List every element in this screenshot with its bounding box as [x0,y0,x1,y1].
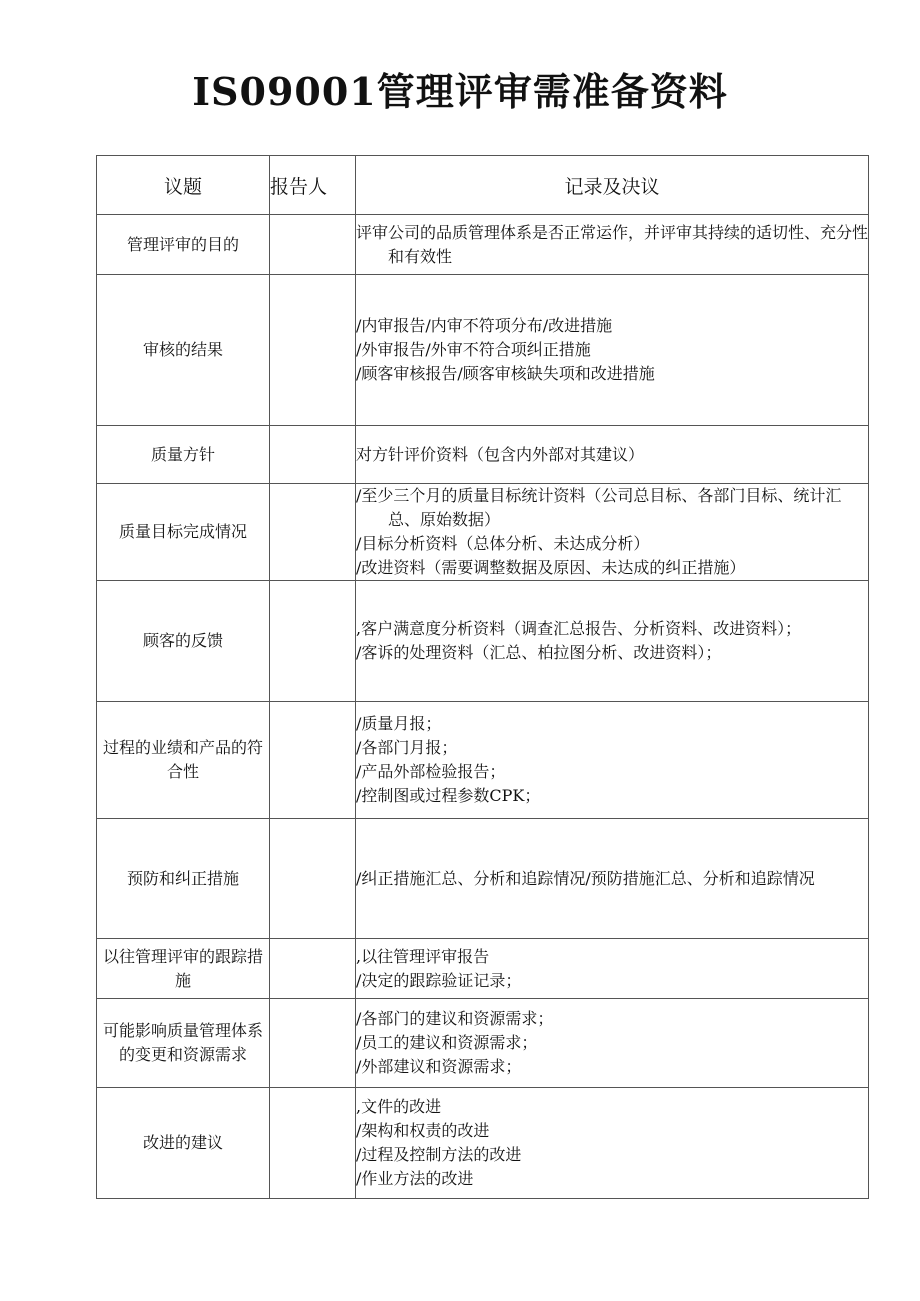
record-line: ,文件的改进 [356,1097,442,1116]
record-line: /至少三个月的质量目标统计资料（公司总目标、各部门目标、统计汇总、原始数据） [356,486,842,529]
row-topic: 以往管理评审的跟踪措施 [97,939,270,999]
record-line: /质量月报； [356,714,442,733]
row-topic: 质量方针 [97,426,270,484]
row-topic: 改进的建议 [97,1088,270,1199]
row-record [356,819,869,939]
record-line: /顾客审核报告/顾客审核缺失项和改进措施 [356,364,655,383]
record-line: /员工的建议和资源需求； [356,1033,538,1052]
row-reporter [270,581,356,702]
table-row [97,426,869,484]
record-line: /改进资料（需要调整数据及原因、未达成的纠正措施） [356,558,746,577]
table-row [97,275,869,426]
row-record [356,275,869,426]
record-line: /架构和权责的改进 [356,1121,490,1140]
table-row [97,1088,869,1199]
row-reporter [270,426,356,484]
record-line: ,以往管理评审报告 [356,946,490,966]
table-row [97,999,869,1088]
header-reporter: 报告人 [270,156,356,215]
table-row [97,581,869,702]
row-record [356,702,869,819]
row-reporter [270,1088,356,1199]
review-table [96,155,869,1199]
row-reporter [270,484,356,581]
row-reporter [270,939,356,999]
row-record [356,426,869,484]
row-record [356,939,869,999]
record-line: /纠正措施汇总、分析和追踪情况/预防措施汇总、分析和追踪情况 [356,868,815,888]
table-row [97,819,869,939]
record-line: /过程及控制方法的改进 [356,1145,522,1164]
record-line: /目标分析资料（总体分析、未达成分析） [356,534,650,553]
row-reporter [270,275,356,426]
table-row [97,215,869,275]
record-line: /产品外部检验报告； [356,762,506,781]
row-topic: 管理评审的目的 [97,215,270,275]
record-line: /各部门的建议和资源需求； [356,1009,554,1028]
record-line: /外部建议和资源需求； [356,1057,522,1076]
header-topic: 议题 [97,156,270,215]
table-body [97,215,869,1199]
row-record [356,581,869,702]
row-record [356,484,869,581]
row-topic: 过程的业绩和产品的符合性 [97,702,270,819]
record-line: /外审报告/外审不符合项纠正措施 [356,340,591,359]
row-reporter [270,215,356,275]
row-topic: 质量目标完成情况 [97,484,270,581]
row-topic: 预防和纠正措施 [97,819,270,939]
record-line: ,客户满意度分析资料（调查汇总报告、分析资料、改进资料）； [356,619,802,638]
record-line: /作业方法的改进 [356,1169,474,1188]
record-line: /控制图或过程参数CPK； [356,786,541,805]
row-record [356,1088,869,1199]
table-row [97,939,869,999]
record-line: 对方针评价资料（包含内外部对其建议） [356,444,645,464]
record-line: /客诉的处理资料（汇总、柏拉图分析、改进资料）； [356,643,722,662]
record-line: /内审报告/内审不符项分布/改进措施 [356,316,613,335]
row-record [356,215,869,275]
record-line: 评审公司的品质管理体系是否正常运作，并评审其持续的适切性、充分性和有效性 [356,222,869,266]
table-row [97,484,869,581]
record-line: /各部门月报； [356,738,458,757]
table-header-row [97,156,869,215]
row-topic: 可能影响质量管理体系的变更和资源需求 [97,999,270,1088]
header-record: 记录及决议 [356,156,869,215]
row-reporter [270,999,356,1088]
row-reporter [270,819,356,939]
table-row [97,702,869,819]
page-title: IS09001管理评审需准备资料 [192,69,728,114]
record-line: /决定的跟踪验证记录； [356,970,522,990]
row-record [356,999,869,1088]
row-reporter [270,702,356,819]
row-topic: 审核的结果 [97,275,270,426]
row-topic: 顾客的反馈 [97,581,270,702]
